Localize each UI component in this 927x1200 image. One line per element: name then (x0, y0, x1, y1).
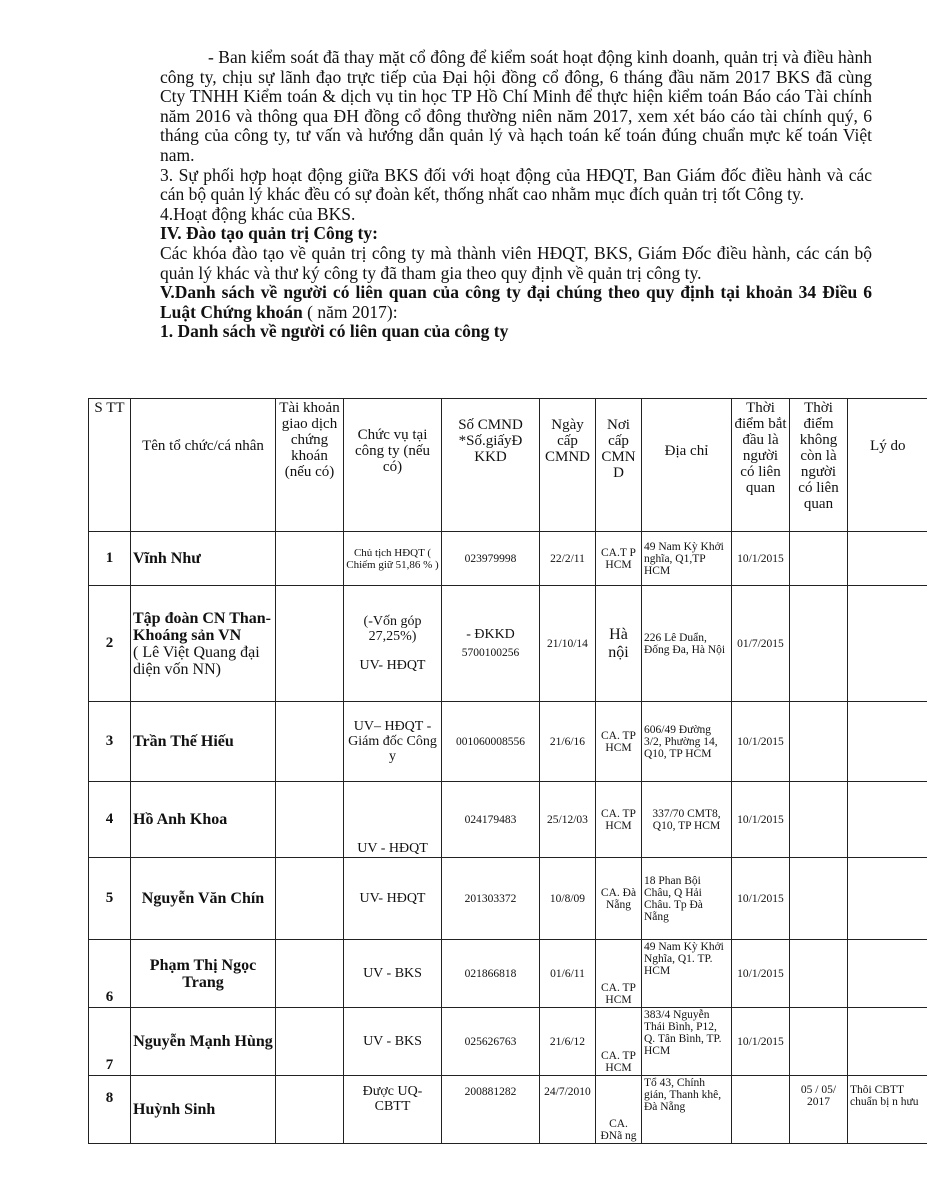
row-id: 023979998 (442, 532, 540, 586)
header-end-date: Thời điểm không còn là người có liên quan (790, 399, 848, 532)
row-address: 337/70 CMT8, Q10, TP HCM (642, 782, 732, 858)
header-name: Tên tổ chức/cá nhân (131, 399, 276, 532)
row-stt: 1 (89, 532, 131, 586)
row-end-date (790, 532, 848, 586)
row-issue-place: Hà nội (596, 586, 642, 702)
row-end-date (790, 586, 848, 702)
row-reason: Thôi CBTT chuẩn bị n hưu (848, 1076, 927, 1144)
row-name: Nguyễn Văn Chín (131, 858, 276, 940)
row-address: 226 Lê Duẩn, Đống Đa, Hà Nội (642, 586, 732, 702)
row-start-date: 10/1/2015 (732, 702, 790, 782)
row-stt: 7 (89, 1008, 131, 1076)
row-address: 49 Nam Kỳ Khởi Nghĩa, Q1. TP. HCM (642, 940, 732, 1008)
heading-governance-training: IV. Đào tạo quản trị Công ty: (160, 223, 378, 244)
row-position-role: UV- HĐQT (359, 658, 426, 673)
row-id: 021866818 (442, 940, 540, 1008)
row-issue-place: CA. TP HCM (596, 940, 642, 1008)
row-start-date: 10/1/2015 (732, 782, 790, 858)
header-account: Tài khoản giao dịch chứng khoán (nếu có) (276, 399, 344, 532)
row-account (276, 586, 344, 702)
heading-related-persons-bold: V.Danh sách về người có liên quan của công ty đại chúng theo quy định tại khoản 34 Điều 6 Luật Chứng khoán (160, 282, 872, 322)
row-address: Tổ 43, Chính gián, Thanh khê, Đà Nẵng (642, 1076, 732, 1144)
paragraph-training: Các khóa đào tạo về quản trị công ty mà thành viên HĐQT, BKS, Giám Đốc điều hành, các cán bộ quản lý khác và thư ký công ty đã tham gia theo quy định về quản trị công ty. (160, 242, 872, 283)
row-end-date (790, 782, 848, 858)
row-stt: 8 (89, 1076, 131, 1144)
row-name (131, 586, 276, 702)
row-id-type: - ĐKKD (466, 626, 515, 642)
row-reason (848, 532, 927, 586)
row-end-date (790, 1008, 848, 1076)
row-position: UV– HĐQT -Giám đốc Công y (344, 702, 442, 782)
row-issue-place: CA.T P HCM (596, 532, 642, 586)
row-stt: 6 (89, 940, 131, 1008)
row-stt: 5 (89, 858, 131, 940)
row-account (276, 782, 344, 858)
heading-related-list: 1. Danh sách về người có liên quan của công ty (160, 321, 509, 342)
row-reason (848, 1008, 927, 1076)
row-start-date (732, 1076, 790, 1144)
row-stt: 2 (89, 586, 131, 702)
row-name: Vĩnh Như (131, 532, 276, 586)
header-business-reg: *Số.giấyĐ KKD (458, 433, 523, 465)
row-issue-date: 22/2/11 (540, 532, 596, 586)
row-issue-date: 21/6/12 (540, 1008, 596, 1076)
row-end-date (790, 858, 848, 940)
header-position: Chức vụ tại công ty (nếu có) (344, 399, 442, 532)
row-issue-place: CA. ĐNã ng (596, 1076, 642, 1144)
table-row (89, 702, 927, 782)
row-issue-date: 01/6/11 (540, 940, 596, 1008)
row-start-date: 10/1/2015 (732, 532, 790, 586)
row-name: Huỳnh Sinh (131, 1076, 276, 1144)
row-issue-date: 10/8/09 (540, 858, 596, 940)
row-name: Nguyễn Mạnh Hùng (131, 1008, 276, 1076)
row-id-number: 5700100256 (461, 646, 520, 659)
row-position (344, 586, 442, 702)
row-start-date: 01/7/2015 (732, 586, 790, 702)
row-account (276, 858, 344, 940)
row-end-date (790, 702, 848, 782)
row-position: Chủ tịch HĐQT ( Chiếm giữ 51,86 % ) (344, 532, 442, 586)
row-issue-date: 24/7/2010 (540, 1076, 596, 1144)
header-reason: Lý do (848, 399, 927, 532)
report-text (160, 48, 872, 342)
table-row (89, 1008, 927, 1076)
row-issue-place: CA. TP HCM (596, 1008, 642, 1076)
row-name-main: Tập đoàn CN Than-Khoáng sản VN (133, 609, 271, 644)
row-name-sub: ( Lê Việt Quang đại diện vốn NN) (133, 643, 260, 678)
row-id: 024179483 (442, 782, 540, 858)
table-row (89, 858, 927, 940)
heading-related-persons (160, 283, 872, 322)
header-start-date: Thời điểm bắt đầu là người có liên quan (732, 399, 790, 532)
row-issue-date: 21/10/14 (540, 586, 596, 702)
heading-related-persons-year: ( năm 2017): (302, 301, 398, 322)
header-address: Địa chỉ (642, 399, 732, 532)
row-issue-place: CA. TP HCM (596, 782, 642, 858)
row-end-date (790, 940, 848, 1008)
row-stt: 4 (89, 782, 131, 858)
table-row (89, 532, 927, 586)
table-row (89, 940, 927, 1008)
row-issue-date: 21/6/16 (540, 702, 596, 782)
row-account (276, 532, 344, 586)
row-reason (848, 586, 927, 702)
row-address: 383/4 Nguyễn Thái Bình, P12, Q. Tân Bình, TP. HCM (642, 1008, 732, 1076)
row-name: Trần Thế Hiếu (131, 702, 276, 782)
header-issue-date: Ngày cấp CMND (540, 399, 596, 532)
row-id: 001060008556 (442, 702, 540, 782)
row-reason (848, 702, 927, 782)
row-position: UV - HĐQT (344, 782, 442, 858)
row-address: 18 Phan Bội Châu, Q Hải Châu. Tp Đà Nẵng (642, 858, 732, 940)
row-id: 200881282 (442, 1076, 540, 1144)
related-persons-table (88, 398, 927, 1144)
row-id (442, 586, 540, 702)
table-header-row (89, 399, 927, 532)
paragraph-other-activities: 4.Hoạt động khác của BKS. (160, 203, 356, 224)
row-start-date: 10/1/2015 (732, 940, 790, 1008)
paragraph-supervisory-board: - Ban kiểm soát đã thay mặt cổ đông để kiểm soát hoạt động kinh doanh, quản trị và điều hành công ty, chịu sự lãnh đạo trực tiếp của Đại hội đồng cổ đông, 6 tháng đầu năm 2017 BKS đã cùng Cty TNHH Kiểm toán & dịch vụ tin học TP Hồ Chí Minh để thực hiện kiểm toán Báo cáo Tài chính năm 2016 và thông qua ĐH đồng cổ đông thường niên năm 2017, xem xét báo cáo tài chính quý, 6 tháng của công ty, tư vấn và hướng dẫn quản lý và hạch toán kế toán đúng chuẩn mực kế toán Việt nam. (160, 47, 872, 165)
row-id: 025626763 (442, 1008, 540, 1076)
row-name: Hồ Anh Khoa (131, 782, 276, 858)
table-row (89, 1076, 927, 1144)
paragraph-coordination: 3. Sự phối hợp hoạt động giữa BKS đối với hoạt động của HĐQT, Ban Giám đốc điều hành và các cán bộ quản lý khác đều có sự đoàn kết, thống nhất cao nhằm mục đích quản trị tốt Công ty. (160, 164, 872, 205)
row-account (276, 702, 344, 782)
row-address: 49 Nam Kỳ Khởi nghĩa, Q1,TP HCM (642, 532, 732, 586)
row-reason (848, 858, 927, 940)
row-position: UV - BKS (344, 940, 442, 1008)
row-name: Phạm Thị Ngọc Trang (131, 940, 276, 1008)
table-row (89, 586, 927, 702)
header-id-card: Số CMND (458, 417, 523, 433)
row-start-date: 10/1/2015 (732, 1008, 790, 1076)
row-position: UV - BKS (344, 1008, 442, 1076)
row-reason (848, 782, 927, 858)
row-start-date: 10/1/2015 (732, 858, 790, 940)
row-issue-date: 25/12/03 (540, 782, 596, 858)
row-address: 606/49 Đường 3/2, Phường 14, Q10, TP HCM (642, 702, 732, 782)
row-position-capital: (-Vốn góp 27,25%) (363, 614, 422, 644)
row-issue-place: CA. TP HCM (596, 702, 642, 782)
header-stt: S TT (89, 399, 131, 532)
row-reason (848, 940, 927, 1008)
row-id: 201303372 (442, 858, 540, 940)
row-account (276, 940, 344, 1008)
row-account (276, 1076, 344, 1144)
header-id (442, 399, 540, 532)
row-position: UV- HĐQT (344, 858, 442, 940)
row-stt: 3 (89, 702, 131, 782)
header-issue-place: Nơi cấp CMN D (596, 399, 642, 532)
table-row (89, 782, 927, 858)
row-end-date: 05 / 05/ 2017 (790, 1076, 848, 1144)
row-position: Được UQ-CBTT (344, 1076, 442, 1144)
row-issue-place: CA. Đà Nẵng (596, 858, 642, 940)
row-account (276, 1008, 344, 1076)
